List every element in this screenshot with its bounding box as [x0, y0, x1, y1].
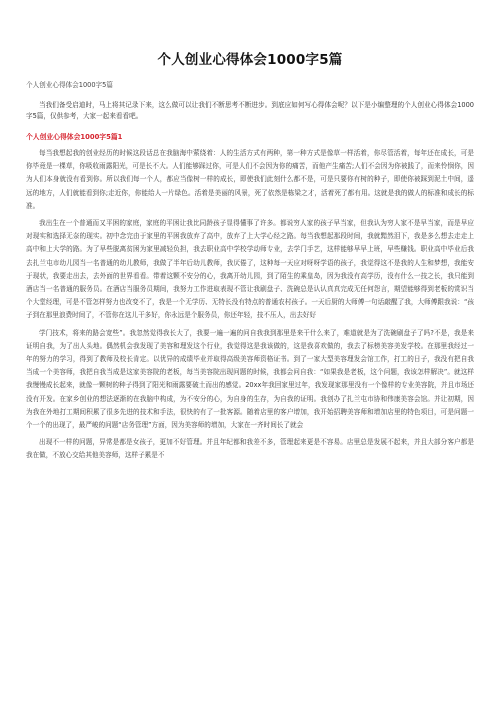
breadcrumb: 个人创业心得体会1000字5篇 [26, 81, 113, 89]
body-paragraph: 我出生在一个普通而又平困的家庭，家庭的平困让我比同龄孩子显得懂事了许多。都说穷人家的孩子早当家，但我认为穷人家不是早当家，而是早应对现实和选择无奈的现实。初中念完由于家里的平困我放弃了高中，放弃了上大学心经之路。每当我想起那段时间，我就黯然泪下，我是多么想去走走上高中和上大学的路。为了早些脱离贫困为家里减轻负担，我去职业高中学校学动师专业，去学门手艺，这样能够早早上班，早些赚钱。职业高中毕业后我去扎兰屯市幼儿园当一名普通的幼儿教师，我做了半年后幼儿教师，我厌倦了，这种每一天应对呀呀学语的孩子，我觉得这不是我的人生和梦想，我能安于现状，我要走出去，去外面的世界看看。带着这颗不安分的心，我离开幼儿园，到了陌生的乘皇岛，因为我没有高学历，没有什么一技之长，我只能到酒店当一名普通的服务员。在酒店当服务员期间，我努力工作进取表现不管让我刷盘子、洗碗总是认认真真完成无任何怨言，期望能够得到老板的赏识当个大堂经理，可是不管怎样努力也改变不了，我是一个无学历、无特长没有特点的普通农村孩子。一天后厨的大师傅一句话敲醒了我，大师傅跟我说：“孩子到在那里浪费时间了，不管你在这儿干多好，你永远是个服务员，你还年轻，技不压人，出去好好 [26, 219, 474, 320]
intro-paragraph: 当我们备受启迪时，马上将其记录下来，这么做可以让我们不断思考不断进步。到底应如何写心得体会呢？以下是小编整理的个人创业心得体会1000字5篇，仅供参考，大家一起来看看吧。 [26, 101, 474, 120]
page-title: 个人创业心得体会1000字5篇 [157, 52, 343, 68]
body-paragraph: 每当我想起我的创业经历的时候这段话总在我脑海中萦绕着：人的生活方式有两种，第一种方式是像草一样活着，你尽管活着，每年还在成长，可是你毕竟是一棵草，你吸收雨露阳光，可是长不大。人们能够踩过你，可是人们不会因为你的痛苦，而他产生痛苦;人们不会因为你被践了，而来怜悯你，因为人们本身就没有看到你。所以我们每一个人，都应当像树一样的成长，即使我们此刻什么都不是，可是只要你有树的种子，即使你被踩到泥土中间，遥远的地方，人们就能看到你;走近你，你能给人一片绿色。活着是美丽的风景，死了依然是栋梁之才，活着死了都有用。这就是我的做人的标准和成长的标准。 [26, 149, 474, 210]
body-paragraph: 学门技术，将来的路会宽些”。我忽然觉得我长大了，我要一遍一遍的问自我我到那里是来干什么来了，难道就是为了洗碗刷盘子了吗?不是，我是来证明自我，为了出人头地。偶然机会我发现了美容和理发这个行业，我觉得这是我该做的，这是我喜欢做的，我去了标榜美容美发学校。在那里我经过一年的努力的学习，得到了教师及校长肯定。以优异的成绩毕业并取得高级美容师资格证书。到了一家大型美容理发会馆工作，打工的日子，我没有把自我当成一个美容师，我把自我当成是这家美容院的老板，每当美容院出现问题的时候，我都会问自我：“如果我是老板，这个问题，我该怎样解决”。就这样我慢慢成长起来，就像一颗树的种子得到了阳光和雨露要破土而出的感觉。20xx年我回家里过年，我发现家那里没有一个像样的专业美容院，并且市场还没有开发。在家乡创业的想法逐渐的在我脑中构成，为不安分的心，为自身的生存，为自我的证明。我创办了扎兰屯市协和伟康美容会馆。并让初期，因为我在外地打工期间积累了很多先进的技术和手法，很快的有了一批客源。随着店里的客户增加，我开始招聘美容师和增加店里的特色项目，可是问题一个一个的出现了，最严峻的问题“店务管理”方面，因为美容师的增加，大家在一齐时间长了就会 [26, 328, 474, 430]
body-paragraph: 出现不一样的问题，异常是都是女孩子，更加不好管理。并且年纪都和我差不多，管理起来更是不容易。店里总是发展不起来，并且大部分客户都是我在做，不放心交给其他美容师，这样子累是不 [26, 438, 474, 460]
section-heading: 个人创业心得体会1000字5篇1 [26, 133, 123, 141]
